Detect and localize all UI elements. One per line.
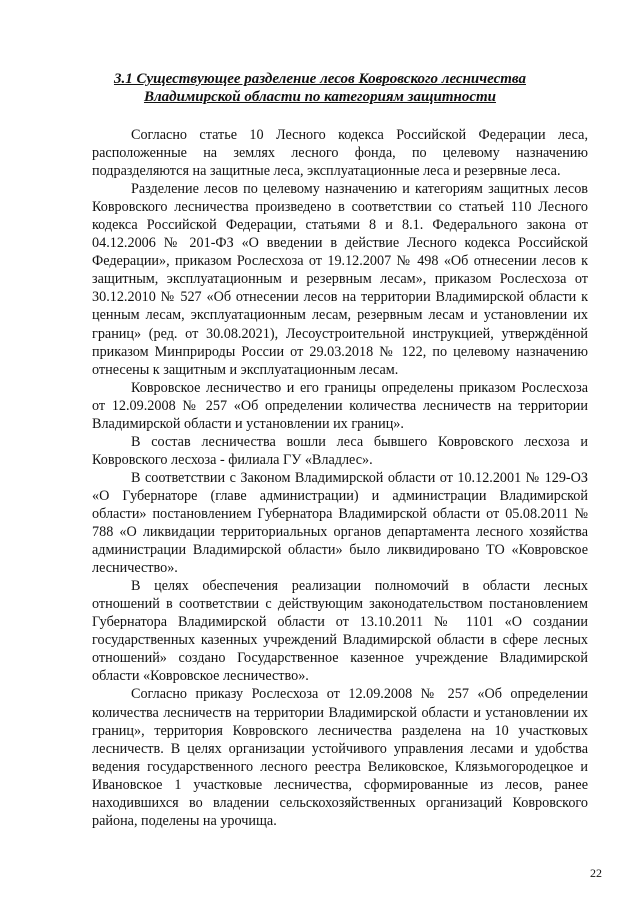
section-title-line-1: 3.1 Существующее разделение лесов Ковровского лесничества: [113, 71, 527, 87]
page-number: 22: [590, 866, 602, 880]
paragraph-2: Разделение лесов по целевому назначению и категориям защитных лесов Ковровского лесничества произведено в соответствии со статьей 110 Лесного кодекса Российской Федерации, статьями 8 и 8.1. Федерального закона от 04.12.2006 № 201-ФЗ «О введении в действие Лесного кодекса Российской Федерации», приказом Рослесхоза от 19.12.2007 № 498 «Об отнесении лесов к защитным, эксплуатационным и резервным лесам», приказом Рослесхоза от 30.12.2010 № 527 «Об отнесении лесов на территории Владимирской области к ценным лесам, эксплуатационным лесам, резервным лесам и установлении их границ» (ред. от 30.08.2021), Лесоустроительной инструкцией, утверждённой приказом Минприроды России от 29.03.2018 № 122, по целевому назначению отнесены к защитным и эксплуатационным лесам.: [92, 181, 588, 378]
section-title-line-2: Владимирской области по категориям защитности: [143, 89, 497, 105]
paragraph-6: В целях обеспечения реализации полномочий в области лесных отношений в соответствии с действующим законодательством постановлением Губернатора Владимирской области от 13.10.2011 № 1101 «О создании государственных казенных учреждений Владимирской области в сфере лесных отношений» создано Государственное казенное учреждение Владимирской области «Ковровское лесничество».: [92, 578, 588, 685]
paragraph-7: Согласно приказу Рослесхоза от 12.09.2008 № 257 «Об определении количества лесничеств на территории Владимирской области и установлении их границ», территория Ковровского лесничества разделена на 10 участковых лесничеств. В целях организации устойчивого управления лесами и удобства ведения государственного лесного реестра Великовское, Клязьмогородецкое и Ивановское 1 участковые лесничества, сформированные из лесов, ранее находившихся во владении сельскохозяйственных организаций Ковровского района, поделены на урочища.: [92, 686, 588, 829]
paragraph-3: Ковровское лесничество и его границы определены приказом Рослесхоза от 12.09.2008 № 257 «Об определении количества лесничеств на территории Владимирской области и установлении их границ».: [92, 379, 588, 432]
paragraph-1: Согласно статье 10 Лесного кодекса Российской Федерации леса, расположенные на землях лесного фонда, по целевому назначению подразделяются на защитные леса, эксплуатационные леса и резервные леса.: [92, 127, 588, 180]
section-title: [60, 70, 580, 106]
document-body: [92, 126, 588, 830]
paragraph-5: В соответствии с Законом Владимирской области от 10.12.2001 № 129-ОЗ «О Губернаторе (главе администрации) и администрации Владимирской области» постановлением Губернатора Владимирской области от 05.08.2011 № 788 «О ликвидации территориальных органов департамента лесного хозяйства администрации Владимирской области» было ликвидировано ТО «Ковровское лесничество».: [92, 469, 588, 577]
paragraph-4: В состав лесничества вошли леса бывшего Ковровского лесхоза и Ковровского лесхоза - филиала ГУ «Владлес».: [92, 433, 588, 468]
